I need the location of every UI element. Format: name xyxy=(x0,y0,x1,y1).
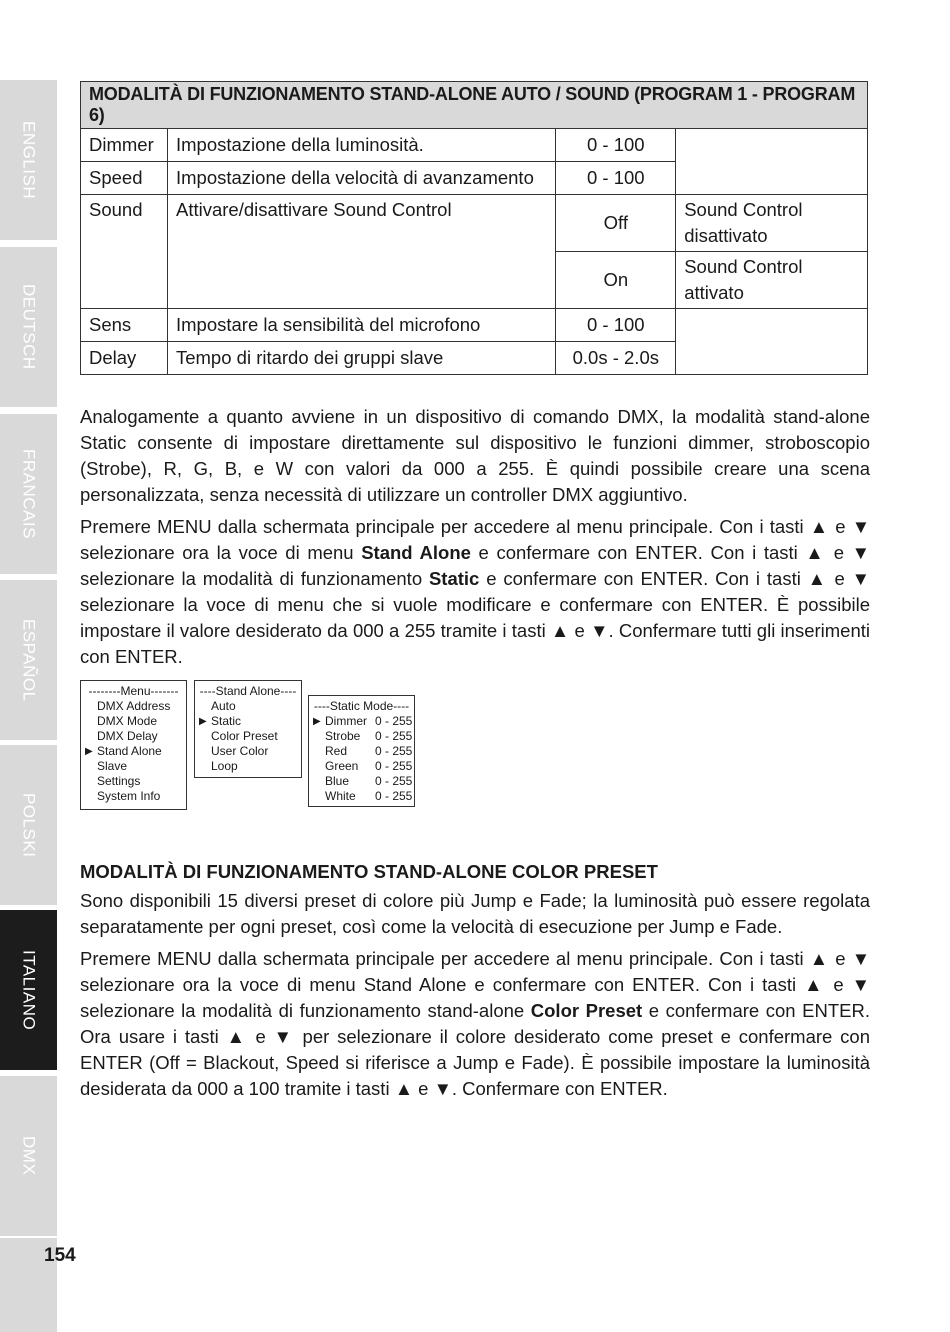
tab-label: ITALIANO xyxy=(19,949,39,1031)
tab-italiano[interactable] xyxy=(0,910,57,1070)
menu-item-label: DMX Address xyxy=(97,699,171,713)
menu-item xyxy=(313,789,413,804)
menu-item xyxy=(85,774,182,789)
param-desc: Attivare/disattivare Sound Control xyxy=(167,195,555,309)
menu-item xyxy=(313,744,413,759)
menu-item-label: Settings xyxy=(97,774,141,788)
menu-item xyxy=(199,759,297,774)
param-name: Speed xyxy=(81,162,168,195)
menu-item-label: Loop xyxy=(211,759,238,773)
tab-label: DEUTSCH xyxy=(19,284,39,370)
menu-item-label: Dimmer xyxy=(325,714,367,728)
color-preset-instructions xyxy=(80,946,870,1102)
tab-polski[interactable] xyxy=(0,745,57,905)
menu-item-label: User Color xyxy=(211,744,269,758)
menu-item xyxy=(85,699,182,714)
menu-item xyxy=(313,729,413,744)
bold-term: Color Preset xyxy=(530,1000,643,1021)
text-run: Premere MENU dalla schermata principale per accedere al menu principale. Con i tasti ▲ e ▼ selezionare ora la voce di menu xyxy=(80,516,870,563)
menu-item-range: 0 - 255 xyxy=(375,789,413,803)
menu-item-range: 0 - 255 xyxy=(375,714,413,728)
param-desc: Impostazione della luminosità. xyxy=(167,129,555,162)
menu-item xyxy=(199,744,297,759)
tab-label: ENGLISH xyxy=(19,120,39,200)
menu-item-label: Blue xyxy=(325,774,350,788)
text-run: e confermare con ENTER. Con i tasti ▲ e ▼ selezionare la voce di menu che si vuole modificare e confermare con ENTER. È possibile impostare il valore desiderato da 000 a 255 tramite i tasti ▲ e ▼. Confermare tutti gli inserimenti con ENTER. xyxy=(80,568,870,667)
selection-arrow-icon: ▶ xyxy=(199,716,207,727)
menu-item xyxy=(85,789,182,804)
menu-item xyxy=(199,699,297,714)
menu-item-label: White xyxy=(325,789,356,803)
color-preset-intro: Sono disponibili 15 diversi preset di colore più Jump e Fade; la luminosità può essere regolata separatamente per ogni preset, così come la velocità di esecuzione per Jump e Fade. xyxy=(80,890,870,937)
menu-item-label: Stand Alone xyxy=(97,744,162,758)
table-header: MODALITÀ DI FUNZIONAMENTO STAND-ALONE AUTO / SOUND (PROGRAM 1 - PROGRAM 6) xyxy=(81,82,868,129)
param-value: 0 - 100 xyxy=(556,309,676,342)
menu-item xyxy=(85,729,182,744)
tab-label: ESPAÑOL xyxy=(19,618,39,702)
table-row xyxy=(81,129,868,162)
menu-item-label: Red xyxy=(325,744,348,758)
tab-dmx[interactable] xyxy=(0,1076,57,1236)
main-menu-display xyxy=(80,680,187,810)
menu-item xyxy=(313,759,413,774)
tab-label: FRANCAIS xyxy=(19,449,39,539)
param-value-desc: Sound Control attivato xyxy=(676,252,868,309)
menu-item-label: Auto xyxy=(211,699,236,713)
param-value: Off xyxy=(556,195,676,252)
text-run: e confermare con ENTER. Ora usare i tasti ▲ e ▼ per selezionare il colore desiderato come preset e confermare con ENTER (Off = Blackout, Speed si riferisce a Jump e Fade). È possibile impostare la luminosità desiderata da 000 a 100 tramite i tasti ▲ e ▼. Confermare con ENTER. xyxy=(80,1000,870,1099)
param-desc: Impostare la sensibilità del microfono xyxy=(167,309,555,342)
static-mode-instructions xyxy=(80,514,870,670)
text-run: Premere MENU dalla schermata principale per accedere al menu principale. Con i tasti ▲ e ▼ selezionare ora la voce di menu Stand Alone e confermare con ENTER. Con i tasti ▲ e ▼ selezionare la modalità di funzionamento stand-alone xyxy=(80,948,870,1021)
table-row xyxy=(81,195,868,252)
menu-item-label: DMX Mode xyxy=(97,714,158,728)
empty-cell xyxy=(676,309,868,375)
param-value: 0 - 100 xyxy=(556,162,676,195)
menu-item-label: Color Preset xyxy=(211,729,278,743)
static-mode-intro: Analogamente a quanto avviene in un dispositivo di comando DMX, la modalità stand-alone Static consente di impostare direttamente sul dispositivo le funzioni dimmer, stroboscopio (Strobe), R, G, B, e W con valori da 000 a 255. È quindi possibile creare una scena personalizzata, senza necessità di utilizzare un controller DMX aggiuntivo. xyxy=(80,406,870,505)
menu-item-label: Static xyxy=(211,714,242,728)
menu-item-range: 0 - 255 xyxy=(375,729,413,743)
param-value: 0.0s - 2.0s xyxy=(556,342,676,375)
menu-item xyxy=(313,774,413,789)
menu-header: --------Menu------- xyxy=(88,684,179,698)
page-number: 154 xyxy=(44,1245,76,1266)
menu-item-selected xyxy=(313,714,413,729)
menu-header: ----Static Mode---- xyxy=(313,699,410,713)
menu-item-selected xyxy=(85,744,182,759)
tab-label: POLSKI xyxy=(19,792,39,858)
menu-header: ----Stand Alone---- xyxy=(199,684,297,698)
tab-francais[interactable] xyxy=(0,414,57,574)
param-desc: Impostazione della velocità di avanzamento xyxy=(167,162,555,195)
static-mode-menu-display xyxy=(308,695,415,807)
parameter-table xyxy=(80,81,868,375)
param-value: On xyxy=(556,252,676,309)
bold-term: Stand Alone xyxy=(361,542,471,563)
param-desc: Tempo di ritardo dei gruppi slave xyxy=(167,342,555,375)
tab-label: DMX xyxy=(19,1136,39,1176)
param-name: Sens xyxy=(81,309,168,342)
empty-cell xyxy=(676,129,868,195)
param-name: Delay xyxy=(81,342,168,375)
bold-term: Static xyxy=(428,568,480,589)
menu-item-label: DMX Delay xyxy=(97,729,158,743)
menu-item-label: System Info xyxy=(97,789,161,803)
param-name: Sound xyxy=(81,195,168,309)
menu-item xyxy=(85,759,182,774)
param-value: 0 - 100 xyxy=(556,129,676,162)
menu-item-label: Green xyxy=(325,759,359,773)
param-value-desc: Sound Control disattivato xyxy=(676,195,868,252)
menu-item-label: Strobe xyxy=(325,729,361,743)
text-run: e confermare con ENTER. Con i tasti ▲ e ▼ selezionare la modalità di funzionamento xyxy=(80,542,870,589)
tab-espanol[interactable] xyxy=(0,580,57,740)
section-title: MODALITÀ DI FUNZIONAMENTO STAND-ALONE COLOR PRESET xyxy=(80,861,658,882)
menu-item xyxy=(199,729,297,744)
selection-arrow-icon: ▶ xyxy=(313,716,321,727)
menu-item-range: 0 - 255 xyxy=(375,774,413,788)
menu-item-range: 0 - 255 xyxy=(375,744,413,758)
param-name: Dimmer xyxy=(81,129,168,162)
selection-arrow-icon: ▶ xyxy=(85,746,93,757)
tab-deutsch[interactable] xyxy=(0,247,57,407)
menu-item-label: Slave xyxy=(97,759,128,773)
tab-english[interactable] xyxy=(0,80,57,240)
stand-alone-menu-display xyxy=(194,680,302,778)
menu-item-range: 0 - 255 xyxy=(375,759,413,773)
table-row xyxy=(81,309,868,342)
menu-item-selected xyxy=(199,714,297,729)
menu-item xyxy=(85,714,182,729)
